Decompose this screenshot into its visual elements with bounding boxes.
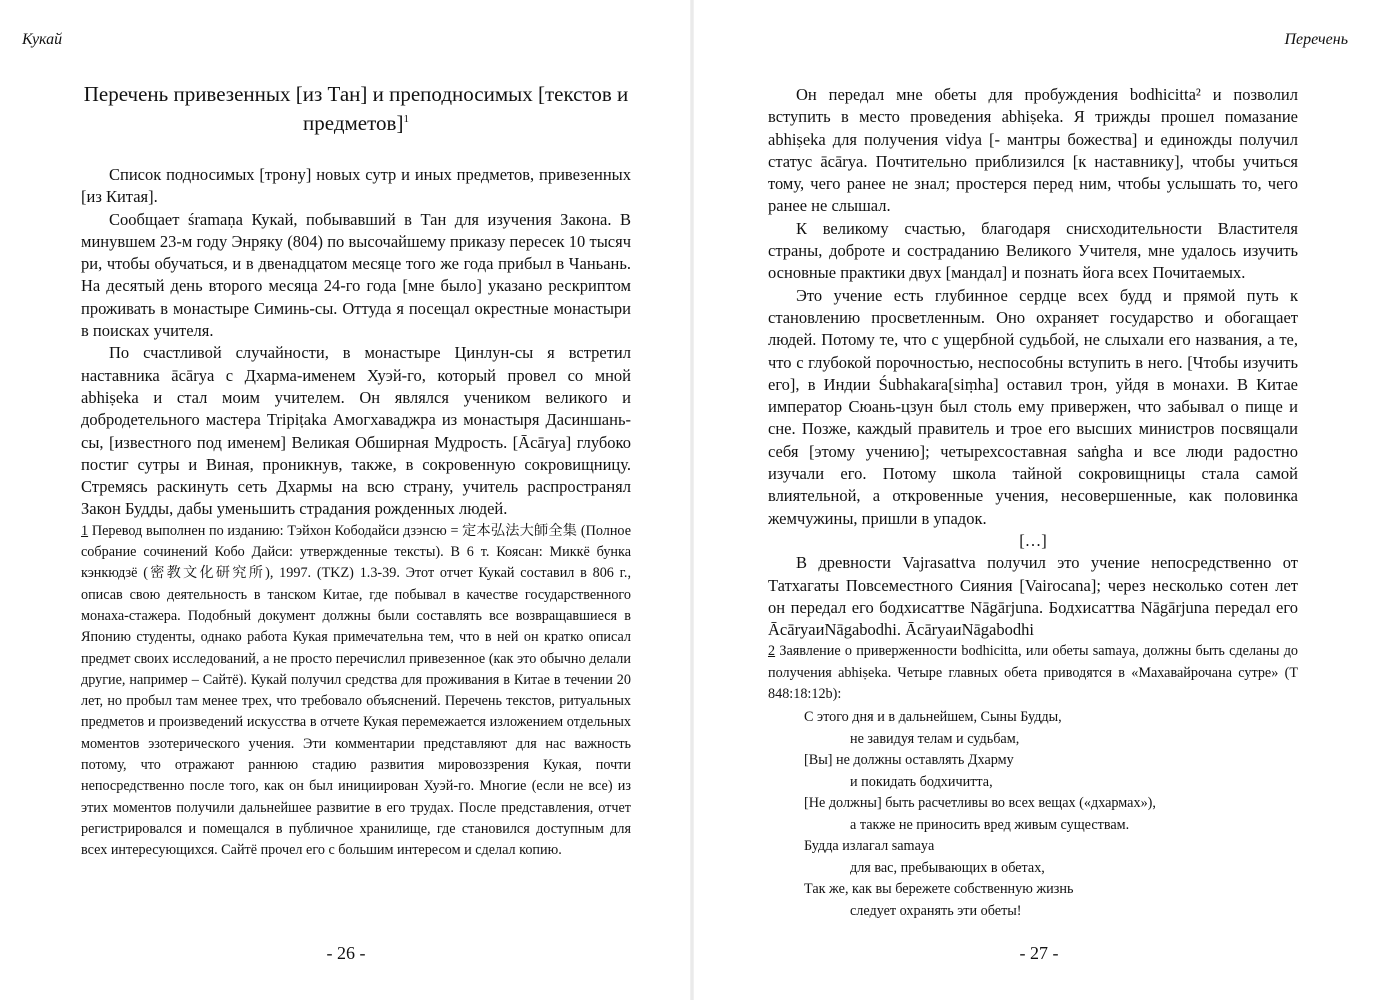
paragraph: Это учение есть глубинное сердце всех будд и прямой путь к становлению просветленным. Оно охраняет государство и обогащает людей. Потому те, что с ущербной судьбой, не слыхали его названия, а те, что с глубокой порочностью, неспособны вступить в него. [Чтобы изучить его], в Индии Śubhakara[siṃha] оставил трон, уйдя в монахи. В Китае император Сюань-цзун был столь ему привержен, что забывал о пище и сне. Позже, каждый правитель и трое его высших министров посвящали себя [этому учению]; четырехсоставная saṅgha и все люди радостно изучали его. Потому школа тайной сокровищницы стала самой влиятельной, а откровенные учения, несовершенные, как половинка жемчужины, пришли в упадок.: [768, 285, 1298, 528]
page-number-left: - 26 -: [326, 943, 366, 963]
paragraph: Сообщает śramaṇa Кукай, побывавший в Тан для изучения Закона. В минувшем 23-м году Энряку (804) по высочайшему приказу пересек 10 тысяч ри, чтобы обучаться, и в двенадцатом месяце того же года прибыл в Чаньань. На десятый день второго месяца 24-го года [мне было] указано рескриптом проживать в монастыре Симинь-сы. Оттуда я посещал окрестные монастыри в поисках учителя.: [81, 209, 631, 341]
left-page-body: [81, 82, 631, 862]
footnote-number: 2: [768, 643, 776, 660]
chapter-title: Перечень привезенных [из Тан] и преподносимых [текстов и предметов]$^1$: [83, 82, 629, 135]
verse-line: [Не должны] быть расчетливы во всех вещах («дхармах»),: [804, 795, 1156, 812]
paragraph: Список подносимых [трону] новых сутр и иных предметов, привезенных [из Китая].: [81, 165, 631, 207]
verse-block: [804, 707, 1298, 922]
verse-line: для вас, пребывающих в обетах,: [850, 859, 1045, 876]
verse-line: [Вы] не должны оставлять Дхарму: [804, 752, 1014, 769]
verse-line: не завидуя телам и судьбам,: [850, 730, 1020, 747]
footnote-1: 1 Перевод выполнен по изданию: Тэйхон Кободайси дзэнсю = 定本弘法大師全集 (Полное собрание сочинений Кобо Дайси: утвержденные тексты). В 6 т. Коясан: Миккё бунка кэнкюдзё (密教文化研究所), 1997. (TKZ) 1.3-39. Этот отчет Кукай составил в 806 г., описав свою деятельность в танском Китае, где побывал в качестве государственного монаха-стажера. Подобный документ должны были составлять все возвращавшиеся в Японию студенты, однако работа Кукая примечательна тем, что в ней он кратко описал предмет своих исследований, а не просто перечислил привезенное (как это обычно делали другие, например – Сайтё). Кукай получил средства для проживания в Китае в течении 20 лет, но пробыл там менее трех, что требовало объяснений. Перечень текстов, ритуальных предметов и произведений искусства в отчете Кукая перемежается изложением отдельных моментов эзотерического учения. Эти комментарии представляют для нас важность потому, что отражают раннюю стадию развития мировоззрения Кукая, почти непосредственно после того, как он был инициирован Хуэй-го. Многие (если не все) из этих моментов получили дальнейшее развитие в его трудах. После представления, отчет регистрировался и помещался в публичное хранилище, где становился доступным для всех интересующихся. Сайтё прочел его с большим интересом и сделал копию.: [81, 522, 631, 859]
verse-line: и покидать бодхичитта,: [850, 773, 993, 790]
footnote-number: 1: [81, 522, 89, 539]
paragraph: Он передал мне обеты для пробуждения bodhicitta² и позволил вступить в место проведения abhiṣeka. Я трижды прошел помазание abhiṣeka для получения vidya [- мантры божества] и единожды получил статус ācārya. Почтительно приблизился [к наставнику], чтобы учиться тому, чего ранее не знал; простерся перед ним, чтобы услышать то, чего ранее не слышал.: [768, 85, 1298, 216]
title-footnote-ref: 1: [403, 113, 409, 125]
paragraph: По счастливой случайности, в монастыре Цинлун-сы я встретил наставника ācārya с Дхарма-именем Хуэй-го, который провел со мной abhiṣeka и стал моим учителем. Он являлся учеником великого и добродетельного мастера Tripiṭaka Амогхаваджра из монастыря Дасиншань-сы, [известного под именем] Великая Обширная Мудрость. [Ācārya] глубоко постиг сутры и Виная, проникнув, также, в сокровенную сокровищницу. Стремясь раскинуть сеть Дхармы на всю страну, учитель распространял Закон Будды, дабы уменьшить страдания рожденных людей.: [81, 343, 631, 519]
verse-line: Будда излагал samaya: [804, 838, 935, 855]
running-head-right: Перечень: [1284, 31, 1348, 48]
page-number-right: - 27 -: [1019, 943, 1059, 963]
verse-line: следует охранять эти обеты!: [850, 902, 1022, 919]
verse-line: а также не приносить вред живым существам.: [850, 816, 1130, 833]
ellipsis: […]: [1019, 530, 1047, 550]
verse-line: Так же, как вы бережете собственную жизнь: [804, 881, 1074, 898]
verse-line: С этого дня и в дальнейшем, Сыны Будды,: [804, 709, 1062, 726]
running-head-left: Кукай: [22, 31, 63, 48]
left-page: [0, 0, 692, 1000]
footnote-2: 2 Заявление о приверженности bodhicitta, или обеты samaya, должны быть сделаны до получения abhiṣeka. Четыре главных обета приводятся в «Махавайрочана сутре» (T 848:18:12b):: [768, 643, 1299, 703]
paragraph: В древности Vajrasattva получил это учение непосредственно от Татхагаты Повсеместного Сияния [Vairocana]; через несколько сотен лет он передал его бодхисаттве Nāgārjuna. Бодхисаттва Nāgārjuna передал его ĀcāryaиNāgabodhi. ĀcāryaиNāgabodhi: [768, 553, 1298, 640]
paragraph: К великому счастью, благодаря снисходительности Властителя страны, доброте и состраданию Великого Учителя, мне удалось изучить основные практики двух [мандал] и познать йога всех Почитаемых.: [768, 218, 1298, 283]
right-page-body: [768, 84, 1298, 922]
